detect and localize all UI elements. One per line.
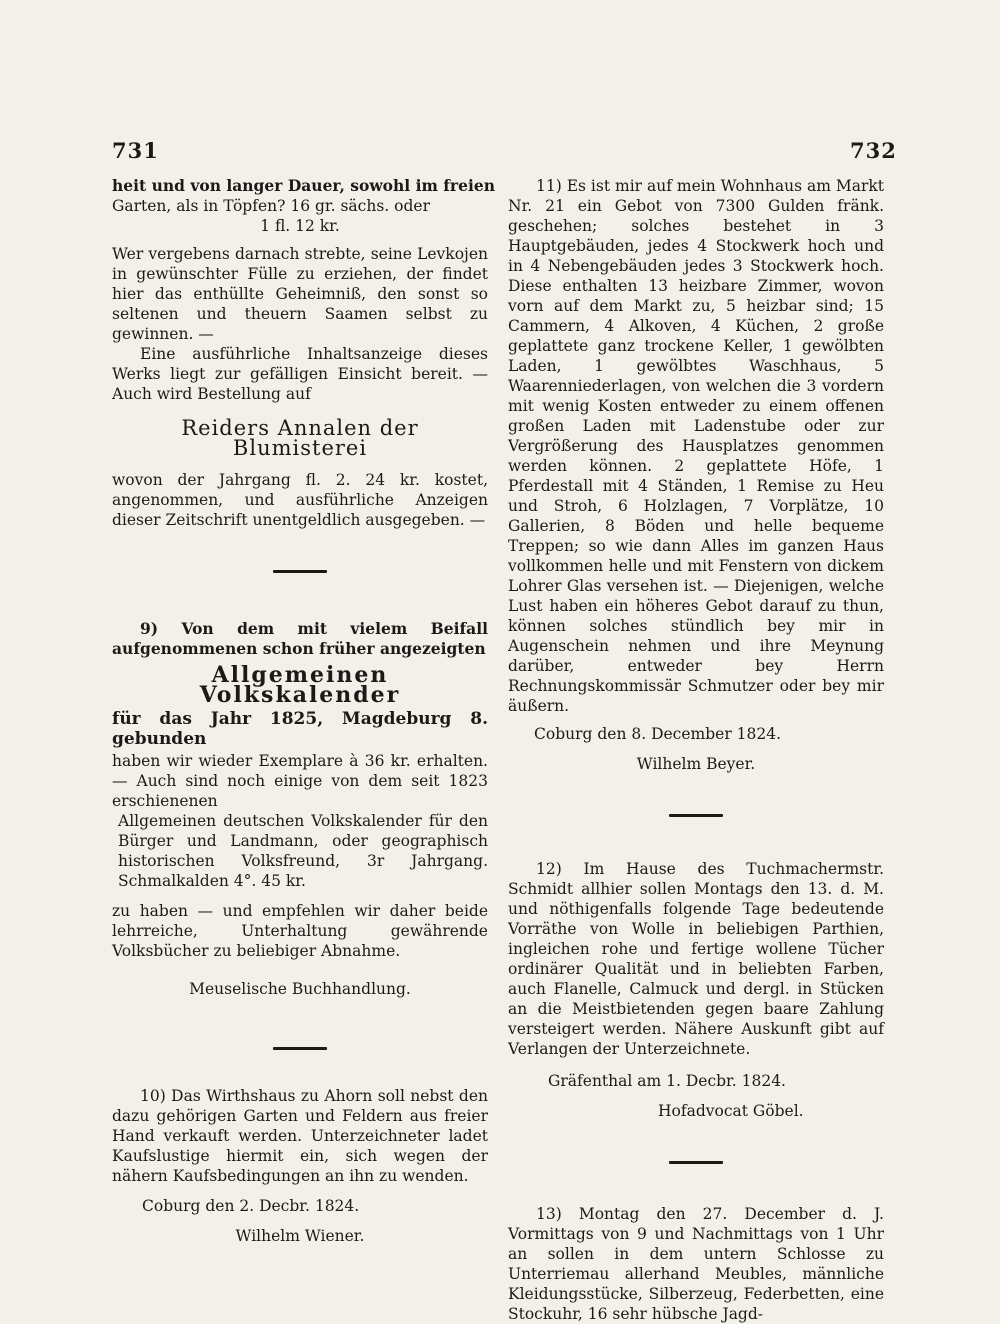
item-11-signature: Wilhelm Beyer. xyxy=(636,755,756,773)
item-9-subtitle: für das Jahr 1825, Magdeburg 8. gebunden xyxy=(112,709,488,749)
item-12-signature: Hofadvocat Göbel. xyxy=(658,1102,804,1120)
item-9-text-2: zu haben — und empfehlen wir daher beide lehrreiche, Unterhaltung gewährende Volksbücher zu beliebiger Abnahme. xyxy=(112,902,488,960)
continued-line-2: Garten, als in Töpfen? 16 gr. sächs. oder xyxy=(112,197,430,215)
item-9-title-2: Allgemeinen deutschen Volkskalender für den Bürger und Landmann, oder geographisch historischen Volksfreund, 3r Jahrgang. Schmalkalden 4°. 45 kr. xyxy=(118,812,488,890)
title-annalen: Reiders Annalen der Blumisterei xyxy=(181,416,419,460)
item-10-signature: Wilhelm Wiener. xyxy=(235,1227,365,1245)
divider-2 xyxy=(273,1047,327,1050)
item-10-text: 10) Das Wirthshaus zu Ahorn soll nebst den dazu gehörigen Garten und Feldern aus freier Hand verkauft werden. Unterzeichneter ladet Kaufslustige hiermit ein, sich wegen der nähern Kaufsbedingungen an ihn zu wenden. xyxy=(112,1087,488,1185)
item-9-title: Allgemeinen Volkskalender xyxy=(199,662,401,708)
item-11-place-date: Coburg den 8. December 1824. xyxy=(534,725,782,743)
divider-3 xyxy=(669,814,723,817)
item-11-text: 11) Es ist mir auf mein Wohnhaus am Markt Nr. 21 ein Gebot von 7300 Gulden fränk. geschehen; solches bestehet in 3 Hauptgebäuden, jedes 4 Stockwerk hoch und in 4 Nebengebäuden jedes 3 Stockwerk hoch. Diese enthalten 13 heizbare Zimmer, wovon vorn auf dem Markt zu, 5 heizbar sind; 15 Cammern, 4 Alkoven, 4 Küchen, 2 große geplattete ganz trockene Keller, 1 gewölbten Laden, 1 gewölbtes Waschhaus, 5 Waarenniederlagen, von welchen die 3 vordern mit wenig Kosten entweder zu einem offenen großen Laden mit Ladenstube oder zur Vergrößerung des Hausplatzes genommen werden können. 2 geplattete Höfe, 1 Pferdestall mit 4 Ständen, 1 Remise zu Heu und Stroh, 6 Holzlagen, 7 Vorplätze, 10 Gallerien, 8 Böden und helle bequeme Treppen; so wie dann Alles im ganzen Haus vollkommen helle und mit Fenstern von dickem Lohrer Glas versehen ist. — Diejenigen, welche Lust haben ein höheres Gebot darauf zu thun, können solches stündlich bey mir in Augenschein nehmen und ihre Meynung darüber, entweder bey Herrn Rechnungskommissär Schmutzer oder bey mir äußern. xyxy=(508,177,884,715)
divider-4 xyxy=(669,1161,723,1164)
continued-text xyxy=(112,176,495,236)
divider-1 xyxy=(273,570,327,573)
item-9-signature: Meuselische Buchhandlung. xyxy=(189,980,411,998)
paragraph-jahrgang: wovon der Jahrgang fl. 2. 24 kr. kostet, angenommen, und ausführliche Anzeigen dieser Zeitschrift unentgeldlich ausgegeben. — xyxy=(112,471,488,529)
item-10-place-date: Coburg den 2. Decbr. 1824. xyxy=(142,1197,360,1215)
continued-line-3: 1 fl. 12 kr. xyxy=(260,217,340,235)
left-column xyxy=(112,176,495,1246)
item-9-text-1: haben wir wieder Exemplare à 36 kr. erhalten. — Auch sind noch einige von dem seit 1823 erschienenen xyxy=(112,752,488,810)
item-12-text: 12) Im Hause des Tuchmachermstr. Schmidt allhier sollen Montags den 13. d. M. und nöthigenfalls folgende Tage bedeutende Vorräthe von Wolle in beliebigen Parthien, ingleichen rohe und fertige wollene Tücher ordinärer Qualität und in beliebten Farben, auch Flanelle, Calmuck und dergl. in Stücken an die Meistbietenden gegen baare Zahlung versteigert werden. Nähere Auskunft gibt auf Verlangen der Unterzeichnete. xyxy=(508,860,884,1058)
page-number-left: 731 xyxy=(112,138,159,163)
continued-line-1: heit und von langer Dauer, sowohl im freien xyxy=(112,176,495,195)
item-13-text: 13) Montag den 27. December d. J. Vormittags von 9 und Nachmittags von 1 Uhr an sollen in dem untern Schlosse zu Unterriemau allerhand Meubles, männliche Kleidungsstücke, Silberzeug, Federbetten, eine Stockuhr, 16 sehr hübsche Jagd- xyxy=(508,1205,884,1323)
paragraph-levkojen: Wer vergebens darnach strebte, seine Levkojen in gewünschter Fülle zu erziehen, der findet hier das enthüllte Geheimniß, den sonst so seltenen und theuern Saamen selbst zu gewinnen. — xyxy=(112,245,488,343)
right-column xyxy=(508,176,884,1324)
item-12-place-date: Gräfenthal am 1. Decbr. 1824. xyxy=(548,1072,786,1090)
paragraph-inhaltsanzeige: Eine ausführliche Inhaltsanzeige dieses Werks liegt zur gefälligen Einsicht bereit. — Auch wird Bestellung auf xyxy=(112,345,488,403)
item-9-intro: 9) Von dem mit vielem Beifall aufgenommenen schon früher angezeigten xyxy=(112,619,488,658)
page-number-right: 732 xyxy=(850,138,897,163)
